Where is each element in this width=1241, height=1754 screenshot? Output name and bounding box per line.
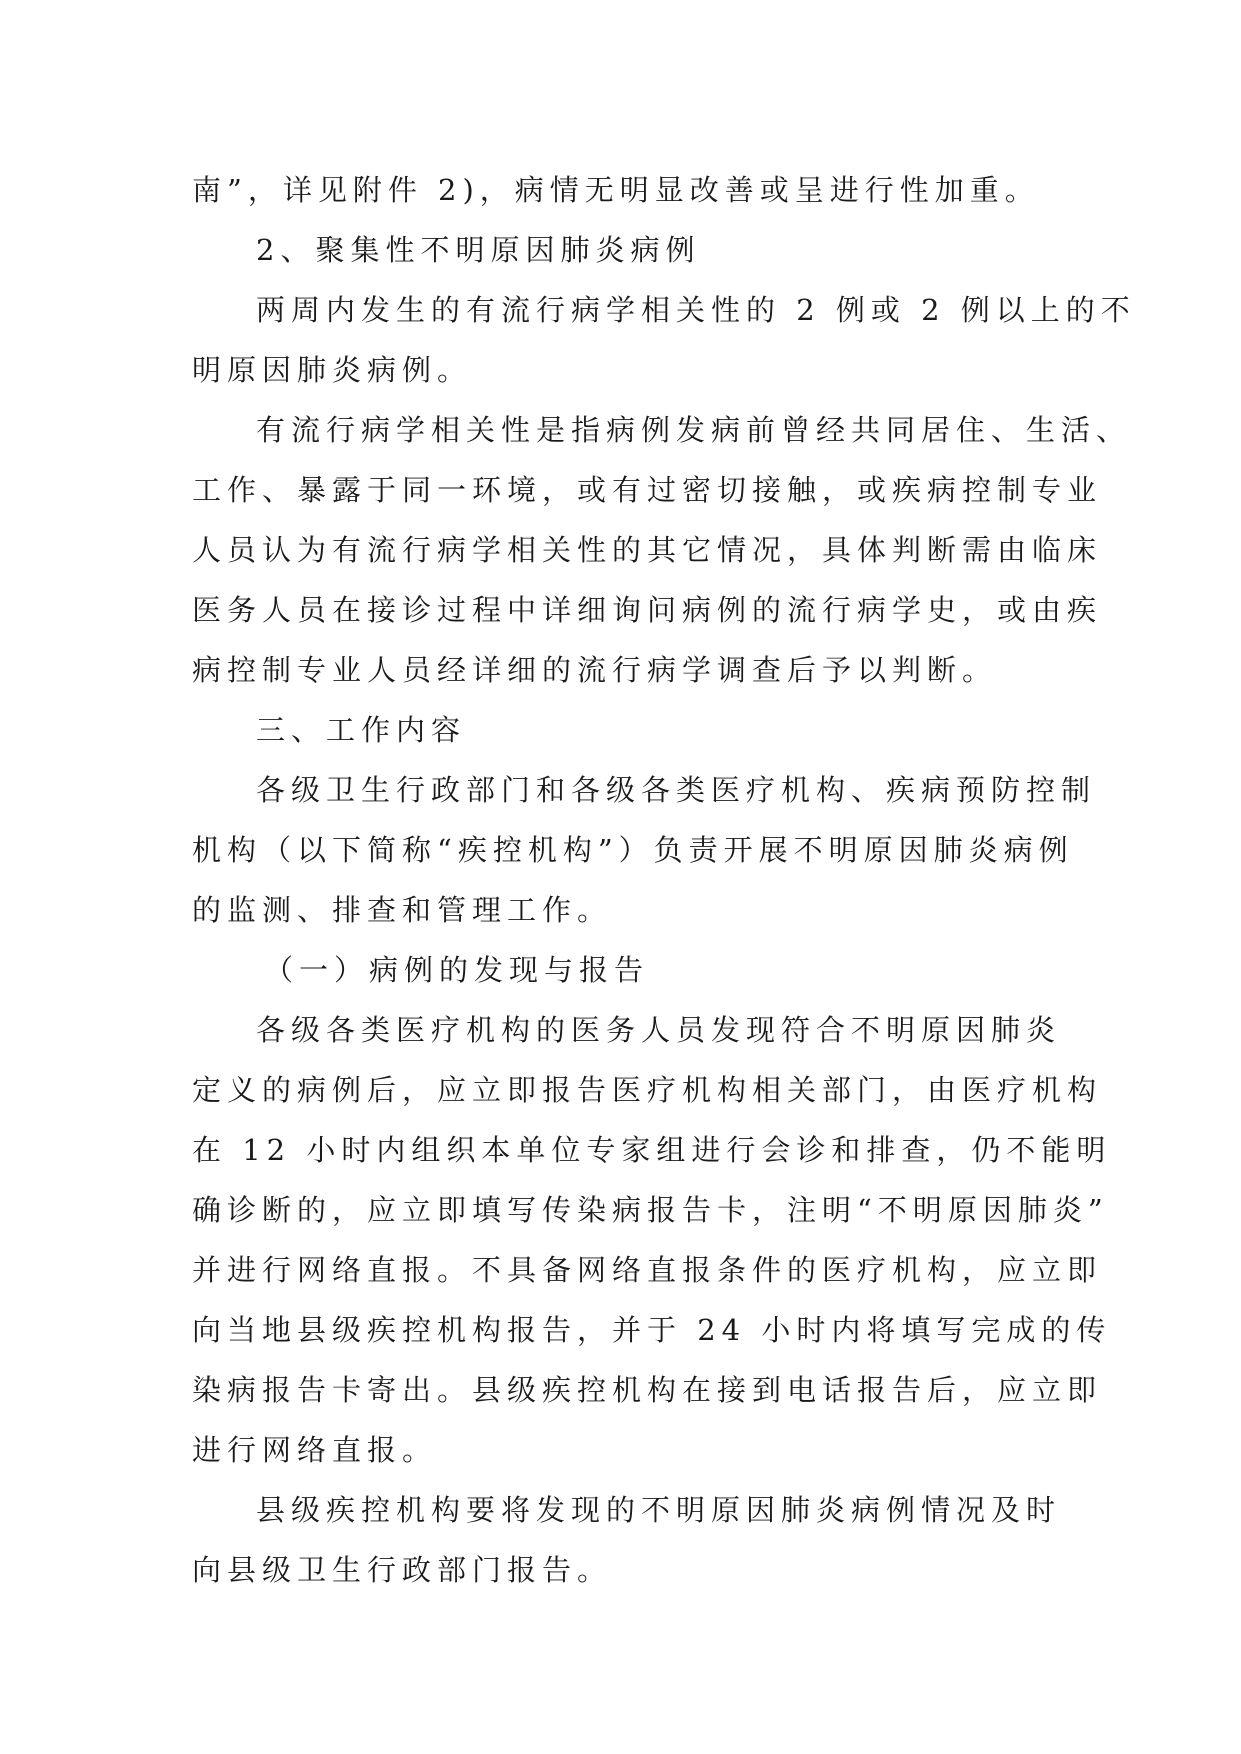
text-line: 向当地县级疾控机构报告，并于 24 小时内将填写完成的传 bbox=[192, 1313, 1112, 1347]
subsection-heading: （一）病例的发现与报告 bbox=[264, 953, 650, 987]
text-line: 在 12 小时内组织本单位专家组进行会诊和排查，仍不能明 bbox=[192, 1133, 1112, 1167]
text-line: 医务人员在接诊过程中详细询问病例的流行病学史，或由疾 bbox=[192, 593, 1103, 627]
text-line: 进行网络直报。 bbox=[192, 1433, 438, 1467]
body-text bbox=[192, 160, 1136, 1600]
text-line: 定义的病例后，应立即报告医疗机构相关部门，由医疗机构 bbox=[192, 1073, 1103, 1107]
text-line: 的监测、排查和管理工作。 bbox=[192, 893, 613, 927]
text-line: 确诊断的，应立即填写传染病报告卡，注明“不明原因肺炎” bbox=[192, 1193, 1109, 1227]
text-line: 机构（以下简称“疾控机构”）负责开展不明原因肺炎病例 bbox=[192, 833, 1074, 867]
text-line: 染病报告卡寄出。县级疾控机构在接到电话报告后，应立即 bbox=[192, 1373, 1103, 1407]
text-line: 两周内发生的有流行病学相关性的 2 例或 2 例以上的不 bbox=[256, 293, 1136, 327]
text-line: 有流行病学相关性是指病例发病前曾经共同居住、生活、 bbox=[256, 413, 1132, 447]
text-line: 各级各类医疗机构的医务人员发现符合不明原因肺炎 bbox=[256, 1013, 1062, 1047]
text-line: 病控制专业人员经详细的流行病学调查后予以判断。 bbox=[192, 653, 998, 687]
text-line: 南”，详见附件 2)，病情无明显改善或呈进行性加重。 bbox=[192, 173, 1040, 207]
text-line: 并进行网络直报。不具备网络直报条件的医疗机构，应立即 bbox=[192, 1253, 1103, 1287]
text-line: 向县级卫生行政部门报告。 bbox=[192, 1553, 613, 1587]
section-heading: 2、聚集性不明原因肺炎病例 bbox=[256, 233, 701, 267]
section-heading: 三、工作内容 bbox=[256, 713, 467, 747]
text-line: 人员认为有流行病学相关性的其它情况，具体判断需由临床 bbox=[192, 533, 1103, 567]
text-line: 明原因肺炎病例。 bbox=[192, 353, 473, 387]
text-line: 工作、暴露于同一环境，或有过密切接触，或疾病控制专业 bbox=[192, 473, 1103, 507]
text-line: 县级疾控机构要将发现的不明原因肺炎病例情况及时 bbox=[256, 1493, 1062, 1527]
text-line: 各级卫生行政部门和各级各类医疗机构、疾病预防控制 bbox=[256, 773, 1097, 807]
